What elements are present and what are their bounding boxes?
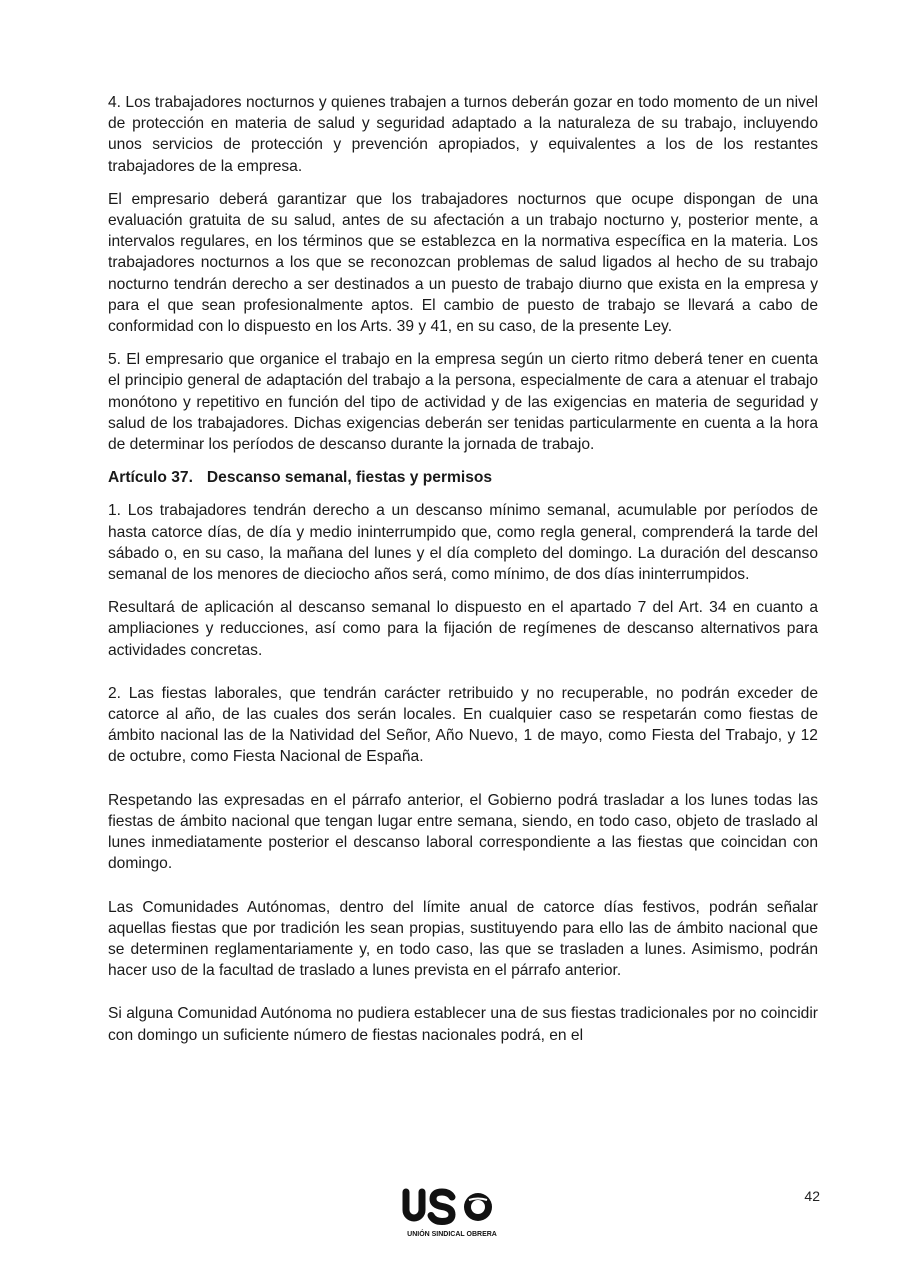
paragraph: Si alguna Comunidad Autónoma no pudiera establecer una de sus fiestas tradicionales por no coincidir con domingo un suficiente número de fiestas nacionales podrá, en el [108,1005,818,1044]
page-number: 42 [804,1188,820,1204]
article-title: Descanso semanal, fiestas y permisos [206,469,493,487]
paragraph: El empresario deberá garantizar que los trabajadores nocturnos que ocupe dispongan de una evaluación gratuita de su salud, antes de su afectación a un trabajo nocturno y, posterior mente, a intervalos regulares, en los términos que se establezca en la normativa específica en la materia. Los trabajadores nocturnos a los que se reconozcan problemas de salud ligados al hecho de su trabajo nocturno tendrán derecho a ser destinados a un puesto de trabajo diurno que exista en la empresa y para el que sean profesionalmente aptos. El cambio de puesto de trabajo se llevará a cabo de conformidad con lo dispuesto en los Arts. 39 y 41, en su caso, de la presente Ley. [108,190,818,336]
paragraph: Las Comunidades Autónomas, dentro del límite anual de catorce días festivos, podrán señalar aquellas fiestas que por tradición les sean propias, sustituyendo para ello las de ámbito nacional que se determinen reglamentariamente y, en todo caso, las que se trasladen a lunes. Asimismo, podrán hacer uso de la facultad de traslado a lunes prevista en el párrafo anterior. [108,898,818,980]
paragraph: 4. Los trabajadores nocturnos y quienes trabajen a turnos deberán gozar en todo momento de un nivel de protección en materia de salud y seguridad adaptado a la naturaleza de su trabajo, incluyendo unos servicios de protección y prevención apropiados, y equivalentes a los de los restantes trabajadores de la empresa. [108,94,818,175]
article-heading [108,467,818,488]
uso-logo [396,1188,508,1240]
paragraph: 2. Las fiestas laborales, que tendrán carácter retribuido y no recuperable, no podrán exceder de catorce al año, de las cuales dos serán locales. En cualquier caso se respetarán como fiestas de ámbito nacional las de la Natividad del Señor, Año Nuevo, 1 de mayo, como Fiesta del Trabajo, y 12 de octubre, como Fiesta Nacional de España. [108,684,818,766]
article-number: Artículo 37. [108,469,193,487]
document-body [108,92,818,1058]
paragraph: 1. Los trabajadores tendrán derecho a un descanso mínimo semanal, acumulable por períodos de hasta catorce días, de día y medio ininterrumpido que, como regla general, comprenderá la tarde del sábado o, en su caso, la mañana del lunes y el día completo del domingo. La duración del descanso semanal de los menores de dieciocho años será, como mínimo, de dos días ininterrumpidos. [108,502,818,584]
paragraph: Respetando las expresadas en el párrafo anterior, el Gobierno podrá trasladar a los lunes todas las fiestas de ámbito nacional que tengan lugar entre semana, siendo, en todo caso, objeto de traslado al lunes inmediatamente posterior el descanso laboral correspondiente a las fiestas que coincidan con domingo. [108,791,818,873]
paragraph: 5. El empresario que organice el trabajo en la empresa según un cierto ritmo deberá tener en cuenta el principio general de adaptación del trabajo a la persona, especialmente de cara a atenuar el trabajo monótono y repetitivo en función del tipo de actividad y de las exigencias en materia de seguridad y salud de los trabajadores. Dichas exigencias deberán ser tenidas particularmente en cuenta a la hora de determinar los períodos de descanso durante la jornada de trabajo. [108,351,818,454]
logo-subtitle: UNIÓN SINDICAL OBRERA [407,1231,497,1238]
paragraph: Resultará de aplicación al descanso semanal lo dispuesto en el apartado 7 del Art. 34 en cuanto a ampliaciones y reducciones, así como para la fijación de regímenes de descanso alternativos para actividades concretas. [108,599,818,659]
